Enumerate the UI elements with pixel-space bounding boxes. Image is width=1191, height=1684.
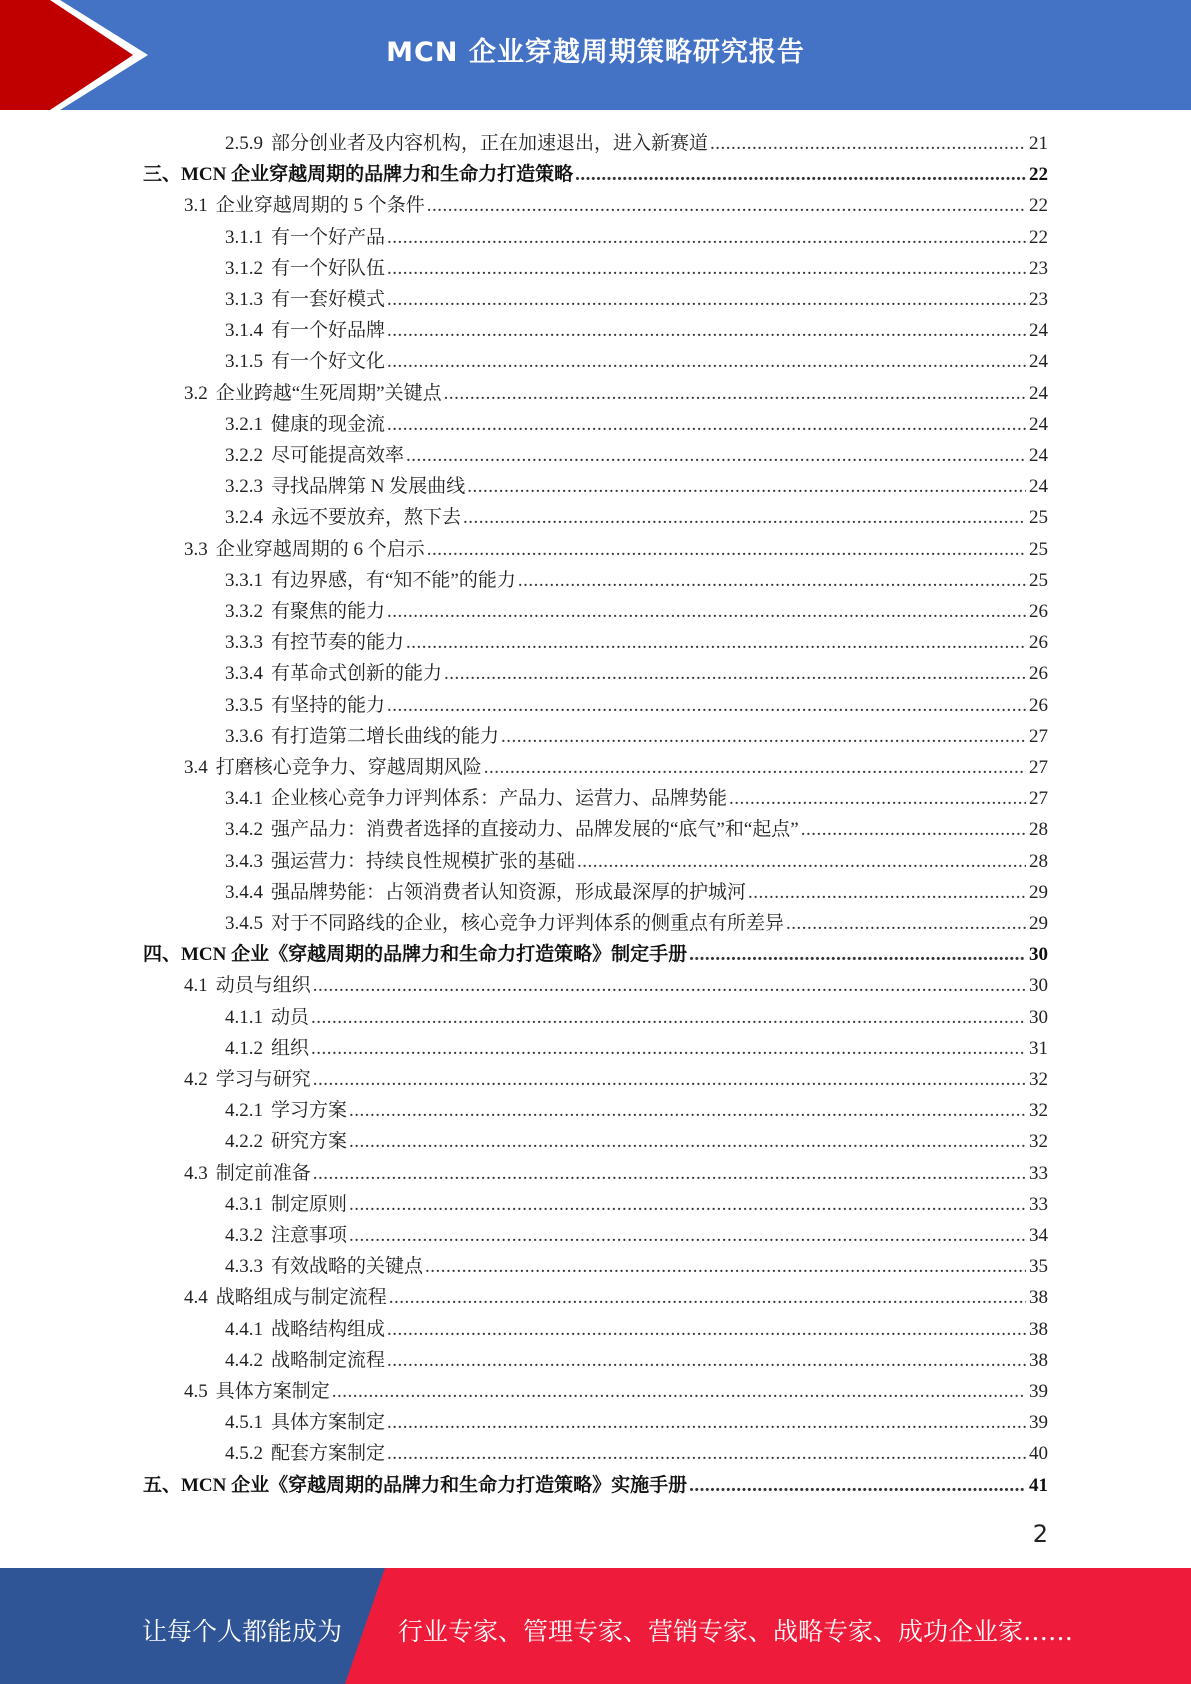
toc-entry-page: 41: [1029, 1474, 1048, 1496]
toc-entry-title: 尽可能提高效率: [271, 445, 405, 466]
toc-entry[interactable]: [143, 1470, 1048, 1501]
toc-entry[interactable]: [225, 128, 1048, 159]
toc-entry-title: 强产品力：消费者选择的直接动力、品牌发展的“底气”和“起点”: [271, 819, 799, 841]
toc-leader-dots: [349, 1095, 1026, 1126]
toc-entry-number: 3.1.3: [225, 289, 263, 310]
toc-entry-page: 25: [1029, 507, 1048, 529]
toc-leader-dots: [387, 315, 1026, 346]
toc-leader-dots: [801, 814, 1026, 845]
toc-entry-number: 3.3.1: [225, 569, 263, 591]
toc-entry[interactable]: [225, 814, 1048, 845]
toc-entry[interactable]: [184, 752, 1048, 783]
toc-leader-dots: [313, 970, 1026, 1001]
toc-leader-dots: [484, 752, 1026, 783]
toc-entry-number: 4.5: [184, 1381, 208, 1402]
toc-entry-number: 4.3.3: [225, 1256, 263, 1278]
toc-entry[interactable]: [184, 970, 1048, 1001]
toc-entry-title: 具体方案制定: [215, 1381, 330, 1402]
toc-entry-title: 有坚持的能力: [271, 694, 386, 716]
toc-entry-title: 具体方案制定: [271, 1412, 386, 1434]
toc-entry[interactable]: [225, 253, 1048, 284]
toc-leader-dots: [575, 159, 1026, 190]
toc-entry-title: 三、MCN 企业穿越周期的品牌力和生命力打造策略: [143, 164, 574, 186]
toc-entry[interactable]: [225, 1407, 1048, 1438]
toc-entry-title: 企业穿越周期的 5 个条件: [215, 195, 425, 217]
toc-entry-title: 有一个好文化: [271, 351, 386, 373]
toc-leader-dots: [689, 939, 1026, 970]
toc-entry-title: 组织: [271, 1037, 310, 1059]
toc-entry-number: 3.4.2: [225, 819, 263, 841]
toc-entry[interactable]: [184, 1376, 1048, 1407]
toc-entry-title: 学习与研究: [215, 1069, 311, 1090]
toc-entry[interactable]: [184, 378, 1048, 409]
toc-entry-title: 有一个好品牌: [271, 320, 386, 342]
toc-entry-page: 33: [1029, 1193, 1048, 1215]
toc-entry[interactable]: [225, 565, 1048, 596]
toc-entry[interactable]: [184, 1282, 1048, 1313]
toc-entry-number: 4.3.2: [225, 1225, 263, 1246]
toc-leader-dots: [387, 346, 1026, 377]
toc-entry-number: 3.3.5: [225, 694, 263, 716]
toc-leader-dots: [387, 1438, 1026, 1469]
toc-entry[interactable]: [225, 846, 1048, 877]
toc-entry[interactable]: [225, 1095, 1048, 1126]
toc-leader-dots: [387, 284, 1026, 315]
toc-entry-title: 五、MCN 企业《穿越周期的品牌力和生命力打造策略》实施手册: [143, 1474, 688, 1496]
toc-entry-number: 3.1.1: [225, 226, 263, 248]
toc-entry-title: 制定前准备: [215, 1162, 311, 1184]
page-number: 2: [1032, 1520, 1048, 1548]
toc-entry-page: 24: [1029, 351, 1048, 373]
toc-entry-number: 4.3: [184, 1162, 208, 1184]
toc-entry[interactable]: [225, 409, 1048, 440]
toc-entry-number: 3.2.2: [225, 445, 263, 466]
toc-entry-number: 3.4: [184, 757, 208, 778]
toc-leader-dots: [349, 1220, 1026, 1251]
toc-entry[interactable]: [184, 534, 1048, 565]
toc-leader-dots: [577, 846, 1026, 877]
toc-entry-page: 24: [1029, 476, 1048, 498]
toc-entry-page: 38: [1029, 1318, 1048, 1340]
toc-entry-page: 23: [1029, 257, 1048, 279]
toc-entry-page: 25: [1029, 538, 1048, 560]
toc-entry-page: 28: [1029, 819, 1048, 841]
toc-entry-page: 32: [1029, 1131, 1048, 1153]
toc-leader-dots: [387, 253, 1026, 284]
toc-entry-page: 26: [1029, 694, 1048, 716]
toc-leader-dots: [729, 783, 1026, 814]
toc-entry[interactable]: [225, 440, 1048, 471]
toc-entry-number: 4.1: [184, 975, 208, 997]
toc-entry[interactable]: [225, 658, 1048, 689]
toc-entry-page: 33: [1029, 1162, 1048, 1184]
toc-leader-dots: [427, 190, 1026, 221]
toc-entry-title: 注意事项: [271, 1225, 348, 1246]
toc-entry[interactable]: [225, 346, 1048, 377]
toc-entry-number: 4.4.2: [225, 1349, 263, 1371]
toc-entry-number: 3.4.5: [225, 913, 263, 934]
toc-entry-number: 3.1.2: [225, 257, 263, 279]
toc-entry-page: 38: [1029, 1349, 1048, 1371]
toc-entry-page: 22: [1029, 195, 1048, 217]
toc-entry-number: 3.2.4: [225, 507, 263, 529]
toc-entry-number: 3.1: [184, 195, 208, 217]
toc-entry-number: 4.2: [184, 1069, 208, 1090]
toc-entry[interactable]: [225, 1033, 1048, 1064]
toc-entry-number: 4.4: [184, 1287, 208, 1309]
toc-entry-title: 有一套好模式: [271, 289, 386, 310]
toc-leader-dots: [427, 534, 1026, 565]
toc-entry-title: 有边界感，有“知不能”的能力: [271, 569, 516, 591]
toc-entry-title: 学习方案: [271, 1100, 348, 1122]
toc-entry-page: 39: [1029, 1381, 1048, 1402]
toc-entry-page: 39: [1029, 1412, 1048, 1434]
toc-entry-page: 22: [1029, 226, 1048, 248]
toc-entry-page: 27: [1029, 725, 1048, 747]
toc-leader-dots: [389, 1282, 1026, 1313]
toc-entry-number: 3.2.3: [225, 476, 263, 498]
toc-entry-title: 战略结构组成: [271, 1318, 386, 1340]
toc-leader-dots: [518, 565, 1026, 596]
toc-entry-number: 4.3.1: [225, 1193, 263, 1215]
toc-entry[interactable]: [225, 908, 1048, 939]
toc-leader-dots: [406, 627, 1026, 658]
toc-entry-title: 制定原则: [271, 1193, 348, 1215]
toc-entry-page: 32: [1029, 1100, 1048, 1122]
toc-entry-title: 部分创业者及内容机构，正在加速退出，进入新赛道: [271, 133, 709, 154]
toc-entry-title: 四、MCN 企业《穿越周期的品牌力和生命力打造策略》制定手册: [143, 944, 688, 966]
toc-entry-page: 24: [1029, 320, 1048, 342]
toc-entry-number: 3.1.5: [225, 351, 263, 373]
toc-leader-dots: [387, 1345, 1026, 1376]
toc-leader-dots: [387, 409, 1026, 440]
toc-entry-page: 27: [1029, 788, 1048, 810]
toc-entry-title: 寻找品牌第 N 发展曲线: [271, 476, 466, 498]
toc-entry-number: 4.5.2: [225, 1443, 263, 1465]
toc-entry-page: 25: [1029, 569, 1048, 591]
toc-leader-dots: [387, 222, 1026, 253]
toc-entry-title: 有聚焦的能力: [271, 601, 386, 622]
toc-entry-page: 31: [1029, 1037, 1048, 1059]
toc-entry-page: 29: [1029, 881, 1048, 903]
toc-entry[interactable]: [225, 315, 1048, 346]
toc-entry-page: 35: [1029, 1256, 1048, 1278]
toc-entry[interactable]: [225, 783, 1048, 814]
page-header: [0, 0, 1191, 110]
toc-entry[interactable]: [225, 1345, 1048, 1376]
toc-entry-title: 战略制定流程: [271, 1349, 386, 1371]
toc-entry-title: 有打造第二增长曲线的能力: [271, 725, 500, 747]
toc-entry-number: 4.1.1: [225, 1006, 263, 1028]
toc-entry[interactable]: [184, 1158, 1048, 1189]
toc-leader-dots: [501, 721, 1026, 752]
toc-entry-title: 有控节奏的能力: [271, 632, 405, 654]
toc-entry-title: 企业穿越周期的 6 个启示: [215, 538, 425, 560]
toc-entry-title: 动员: [271, 1006, 310, 1028]
toc-entry[interactable]: [225, 627, 1048, 658]
toc-entry-title: 战略组成与制定流程: [215, 1287, 387, 1309]
toc-entry-number: 3.3.2: [225, 601, 263, 622]
toc-leader-dots: [748, 877, 1026, 908]
toc-entry-number: 4.5.1: [225, 1412, 263, 1434]
toc-entry[interactable]: [225, 1220, 1048, 1251]
toc-leader-dots: [387, 596, 1026, 627]
toc-entry-page: 22: [1029, 164, 1048, 186]
toc-entry[interactable]: [225, 1189, 1048, 1220]
toc-entry-number: 4.1.2: [225, 1037, 263, 1059]
toc-entry-number: 3.2.1: [225, 413, 263, 435]
toc-entry-title: 强品牌势能：占领消费者认知资源，形成最深厚的护城河: [271, 881, 747, 903]
toc-entry-number: 3.4.4: [225, 881, 263, 903]
toc-entry-page: 28: [1029, 850, 1048, 872]
toc-entry[interactable]: [225, 1002, 1048, 1033]
toc-leader-dots: [311, 1033, 1026, 1064]
toc-entry-number: 3.4.1: [225, 788, 263, 810]
toc-entry-title: 有一个好队伍: [271, 257, 386, 279]
toc-entry-number: 3.3.4: [225, 663, 263, 685]
toc-entry-page: 40: [1029, 1443, 1048, 1465]
toc-entry-page: 21: [1029, 133, 1048, 154]
toc-entry-title: 动员与组织: [215, 975, 311, 997]
toc-leader-dots: [786, 908, 1026, 939]
toc-entry[interactable]: [225, 877, 1048, 908]
toc-entry-title: 强运营力：持续良性规模扩张的基础: [271, 850, 576, 872]
toc-entry-page: 27: [1029, 757, 1048, 778]
toc-entry-title: 有效战略的关键点: [271, 1256, 424, 1278]
toc-leader-dots: [313, 1158, 1026, 1189]
toc-entry-number: 4.2.2: [225, 1131, 263, 1153]
toc-leader-dots: [463, 502, 1026, 533]
toc-leader-dots: [387, 690, 1026, 721]
toc-entry[interactable]: [143, 939, 1048, 970]
footer-slogan-right: 行业专家、管理专家、营销专家、战略专家、成功企业家……: [398, 1617, 1074, 1646]
toc-entry-page: 29: [1029, 913, 1048, 934]
toc-leader-dots: [467, 471, 1026, 502]
toc-leader-dots: [710, 128, 1026, 159]
toc-entry-title: 企业核心竞争力评判体系：产品力、运营力、品牌势能: [271, 788, 728, 810]
toc-entry-page: 30: [1029, 944, 1048, 966]
toc-entry-page: 38: [1029, 1287, 1048, 1309]
toc-entry[interactable]: [184, 1064, 1048, 1095]
toc-entry[interactable]: [225, 596, 1048, 627]
toc-leader-dots: [332, 1376, 1026, 1407]
toc-entry-title: 打磨核心竞争力、穿越周期风险: [215, 757, 482, 778]
toc-entry[interactable]: [225, 222, 1048, 253]
toc-entry-page: 30: [1029, 975, 1048, 997]
toc-entry-page: 30: [1029, 1006, 1048, 1028]
toc-entry-page: 26: [1029, 601, 1048, 622]
toc-entry-title: 配套方案制定: [271, 1443, 386, 1465]
toc-leader-dots: [349, 1126, 1026, 1157]
toc-entry[interactable]: [184, 190, 1048, 221]
toc-leader-dots: [425, 1251, 1026, 1282]
toc-entry[interactable]: [225, 1438, 1048, 1469]
toc-entry[interactable]: [225, 1126, 1048, 1157]
header-title: MCN 企业穿越周期策略研究报告: [386, 37, 805, 68]
toc-entry[interactable]: [225, 502, 1048, 533]
toc-leader-dots: [387, 1407, 1026, 1438]
toc-entry-number: 3.3: [184, 538, 208, 560]
toc-leader-dots: [349, 1189, 1026, 1220]
toc-entry-title: 健康的现金流: [271, 413, 386, 435]
toc-entry-title: 永远不要放弃，熬下去: [271, 507, 462, 529]
toc-entry-number: 3.3.6: [225, 725, 263, 747]
toc-entry-number: 4.2.1: [225, 1100, 263, 1122]
toc-leader-dots: [311, 1002, 1026, 1033]
toc-entry[interactable]: [225, 284, 1048, 315]
toc-entry[interactable]: [225, 471, 1048, 502]
toc-entry-title: 有一个好产品: [271, 226, 386, 248]
toc-entry-title: 企业跨越“生死周期”关键点: [215, 382, 442, 404]
toc-entry[interactable]: [143, 159, 1048, 190]
toc-leader-dots: [406, 440, 1026, 471]
toc-entry-title: 研究方案: [271, 1131, 348, 1153]
toc-entry-number: 3.3.3: [225, 632, 263, 654]
toc-leader-dots: [387, 1314, 1026, 1345]
toc-entry-page: 34: [1029, 1225, 1048, 1246]
toc-entry-page: 24: [1029, 382, 1048, 404]
toc-leader-dots: [444, 658, 1026, 689]
toc-entry-number: 4.4.1: [225, 1318, 263, 1340]
toc-entry[interactable]: [225, 690, 1048, 721]
toc-entry-page: 24: [1029, 413, 1048, 435]
toc-leader-dots: [444, 378, 1026, 409]
toc-entry-page: 26: [1029, 632, 1048, 654]
toc-entry[interactable]: [225, 1251, 1048, 1282]
toc-entry-page: 24: [1029, 445, 1048, 466]
toc-entry-title: 对于不同路线的企业，核心竞争力评判体系的侧重点有所差异: [271, 913, 785, 934]
toc-entry-title: 有革命式创新的能力: [271, 663, 443, 685]
toc-leader-dots: [689, 1470, 1026, 1501]
toc-entry-page: 26: [1029, 663, 1048, 685]
toc-entry-number: 3.1.4: [225, 320, 263, 342]
toc-leader-dots: [313, 1064, 1026, 1095]
toc-entry-number: 3.2: [184, 382, 208, 404]
toc-entry[interactable]: [225, 721, 1048, 752]
footer-slogan-left: 让每个人都能成为: [142, 1617, 343, 1646]
toc-entry-number: 2.5.9: [225, 133, 263, 154]
toc-entry-page: 23: [1029, 289, 1048, 310]
toc-entry-number: 3.4.3: [225, 850, 263, 872]
toc-entry-page: 32: [1029, 1069, 1048, 1090]
toc-entry[interactable]: [225, 1314, 1048, 1345]
